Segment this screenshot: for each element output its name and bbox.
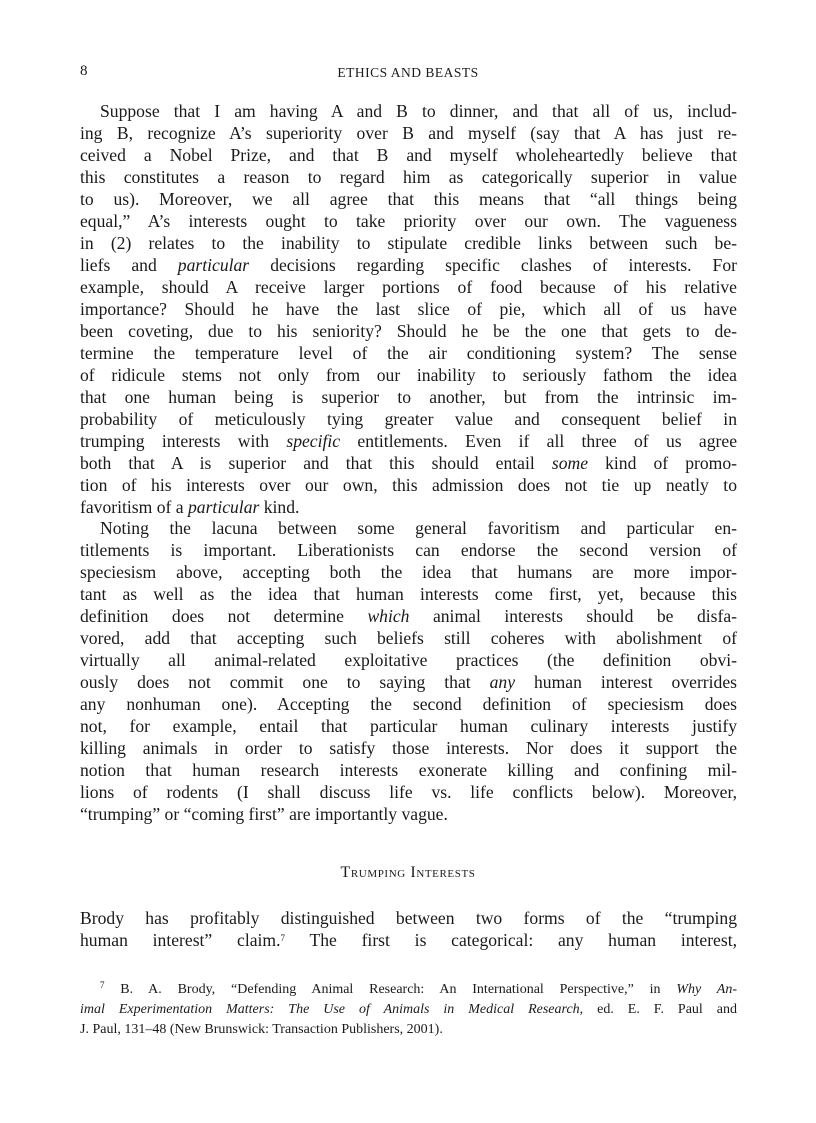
text-line — [80, 693, 737, 715]
text-run: not, for example, entail that particular human culinary interests justify — [80, 716, 737, 736]
text-run: tion of his interests over our own, this admission does not tie up neatly to — [80, 475, 737, 495]
text-line — [80, 100, 737, 122]
text-line — [80, 715, 737, 737]
text-line — [80, 980, 737, 1000]
text-line — [80, 583, 737, 605]
text-line — [80, 408, 737, 430]
text-run: titlements is important. Liberationists can endorse the second version of — [80, 540, 737, 560]
text-line — [80, 539, 737, 561]
text-run: that one human being is superior to another, but from the intrinsic im- — [80, 387, 737, 407]
emphasis: some — [551, 453, 589, 473]
text-run: favoritism of a — [80, 497, 188, 517]
text-run: lions of rodents (I shall discuss life vs. life conflicts below). Moreover, — [80, 782, 737, 802]
emphasis: which — [367, 606, 410, 626]
text-run: vored, add that accepting such beliefs still coheres with abolishment of — [80, 628, 737, 648]
text-run: both that A is superior and that this should entail — [80, 453, 552, 473]
text-run: example, should A receive larger portions of food because of his relative — [80, 277, 737, 297]
text-run: B. A. Brody, “Defending Animal Research: An International Perspective,” in — [104, 982, 677, 997]
emphasis: Why An- — [676, 982, 738, 997]
text-line — [80, 144, 737, 166]
footnote — [80, 980, 737, 1040]
text-line — [80, 320, 737, 342]
text-line — [80, 188, 737, 210]
text-run: The first is categorical: any human interest, — [285, 930, 737, 950]
text-line — [80, 342, 737, 364]
text-run: human interest overrides — [515, 672, 738, 692]
text-run: human interest” claim. — [80, 930, 281, 950]
text-run: of ridicule stems not only from our inability to seriously fathom the idea — [80, 365, 737, 385]
text-run: in (2) relates to the inability to stipulate credible links between such be- — [80, 233, 737, 253]
text-line — [80, 605, 737, 627]
text-line — [80, 907, 737, 929]
text-run: “trumping” or “coming first” are importantly vague. — [80, 804, 448, 824]
text-run: ing B, recognize A’s superiority over B and myself (say that A has just re- — [80, 123, 737, 143]
text-line — [80, 166, 737, 188]
footnote-ref: 7 — [100, 980, 105, 990]
text-run: decisions regarding specific clashes of interests. For — [249, 255, 737, 275]
text-line — [80, 561, 737, 583]
text-line — [80, 276, 737, 298]
text-line — [80, 517, 737, 539]
text-run: killing animals in order to satisfy those interests. Nor does it support the — [80, 738, 737, 758]
text-line — [80, 671, 737, 693]
text-run: tant as well as the idea that human interests come first, yet, because this — [80, 584, 737, 604]
text-run: this constitutes a reason to regard him as categorically superior in value — [80, 167, 737, 187]
text-line — [80, 298, 737, 320]
text-line — [80, 386, 737, 408]
text-line — [80, 364, 737, 386]
text-run: to us). Moreover, we all agree that this means that “all things being — [80, 189, 737, 209]
text-line — [80, 781, 737, 803]
text-line — [80, 496, 737, 518]
text-run: probability of meticulously tying greater value and consequent belief in — [80, 409, 737, 429]
text-run: speciesism above, accepting both the idea that humans are more impor- — [80, 562, 737, 582]
page-number: 8 — [80, 63, 88, 79]
text-line — [80, 803, 737, 825]
text-run: been coveting, due to his seniority? Should he be the one that gets to de- — [80, 321, 737, 341]
text-run: J. Paul, 131–48 (New Brunswick: Transaction Publishers, 2001). — [80, 1022, 443, 1037]
text-line — [80, 232, 737, 254]
text-line — [80, 759, 737, 781]
text-run: definition does not determine — [80, 606, 368, 626]
text-run: importance? Should he have the last slice of pie, which all of us have — [80, 299, 737, 319]
text-run: notion that human research interests exonerate killing and confining mil- — [80, 760, 737, 780]
text-run: virtually all animal-related exploitative practices (the definition obvi- — [80, 650, 737, 670]
text-run: Brody has profitably distinguished between two forms of the “trumping — [80, 908, 737, 928]
emphasis: particular — [187, 497, 260, 517]
paragraph-3 — [80, 907, 737, 951]
running-head: ETHICS AND BEASTS — [337, 65, 479, 80]
text-run: ously does not commit one to saying that — [80, 672, 490, 692]
text-line — [80, 649, 737, 671]
emphasis: specific — [286, 431, 341, 451]
text-run: entitlements. Even if all three of us agree — [340, 431, 737, 451]
text-run: animal interests should be disfa- — [409, 606, 737, 626]
text-run: trumping interests with — [80, 431, 287, 451]
text-line — [80, 1020, 737, 1040]
text-line — [80, 474, 737, 496]
text-line — [80, 430, 737, 452]
text-run: kind. — [259, 497, 300, 517]
emphasis: particular — [177, 255, 250, 275]
text-line — [80, 122, 737, 144]
text-run: kind of promo- — [588, 453, 737, 473]
text-run: ceived a Nobel Prize, and that B and myself wholeheartedly believe that — [80, 145, 737, 165]
text-line — [80, 627, 737, 649]
emphasis: any — [489, 672, 516, 692]
text-run: Noting the lacuna between some general favoritism and particular en- — [100, 518, 737, 538]
text-run: liefs and — [80, 255, 178, 275]
text-run: equal,” A’s interests ought to take priority over our own. The vagueness — [80, 211, 737, 231]
footnote-ref: 7 — [280, 933, 285, 943]
text-line — [80, 737, 737, 759]
text-line — [80, 210, 737, 232]
paragraph-2 — [80, 517, 737, 825]
text-line — [80, 1000, 737, 1020]
text-run: any nonhuman one). Accepting the second definition of speciesism does — [80, 694, 737, 714]
text-run: termine the temperature level of the air conditioning system? The sense — [80, 343, 737, 363]
text-run: Suppose that I am having A and B to dinner, and that all of us, includ- — [100, 101, 737, 121]
text-line — [80, 452, 737, 474]
text-line — [80, 929, 737, 951]
text-run: , ed. E. F. Paul and — [579, 1002, 737, 1017]
section-heading: Trumping Interests — [340, 864, 476, 881]
paragraph-1 — [80, 100, 737, 518]
text-line — [80, 254, 737, 276]
emphasis: imal Experimentation Matters: The Use of Animals in Medical Research — [80, 1002, 580, 1017]
